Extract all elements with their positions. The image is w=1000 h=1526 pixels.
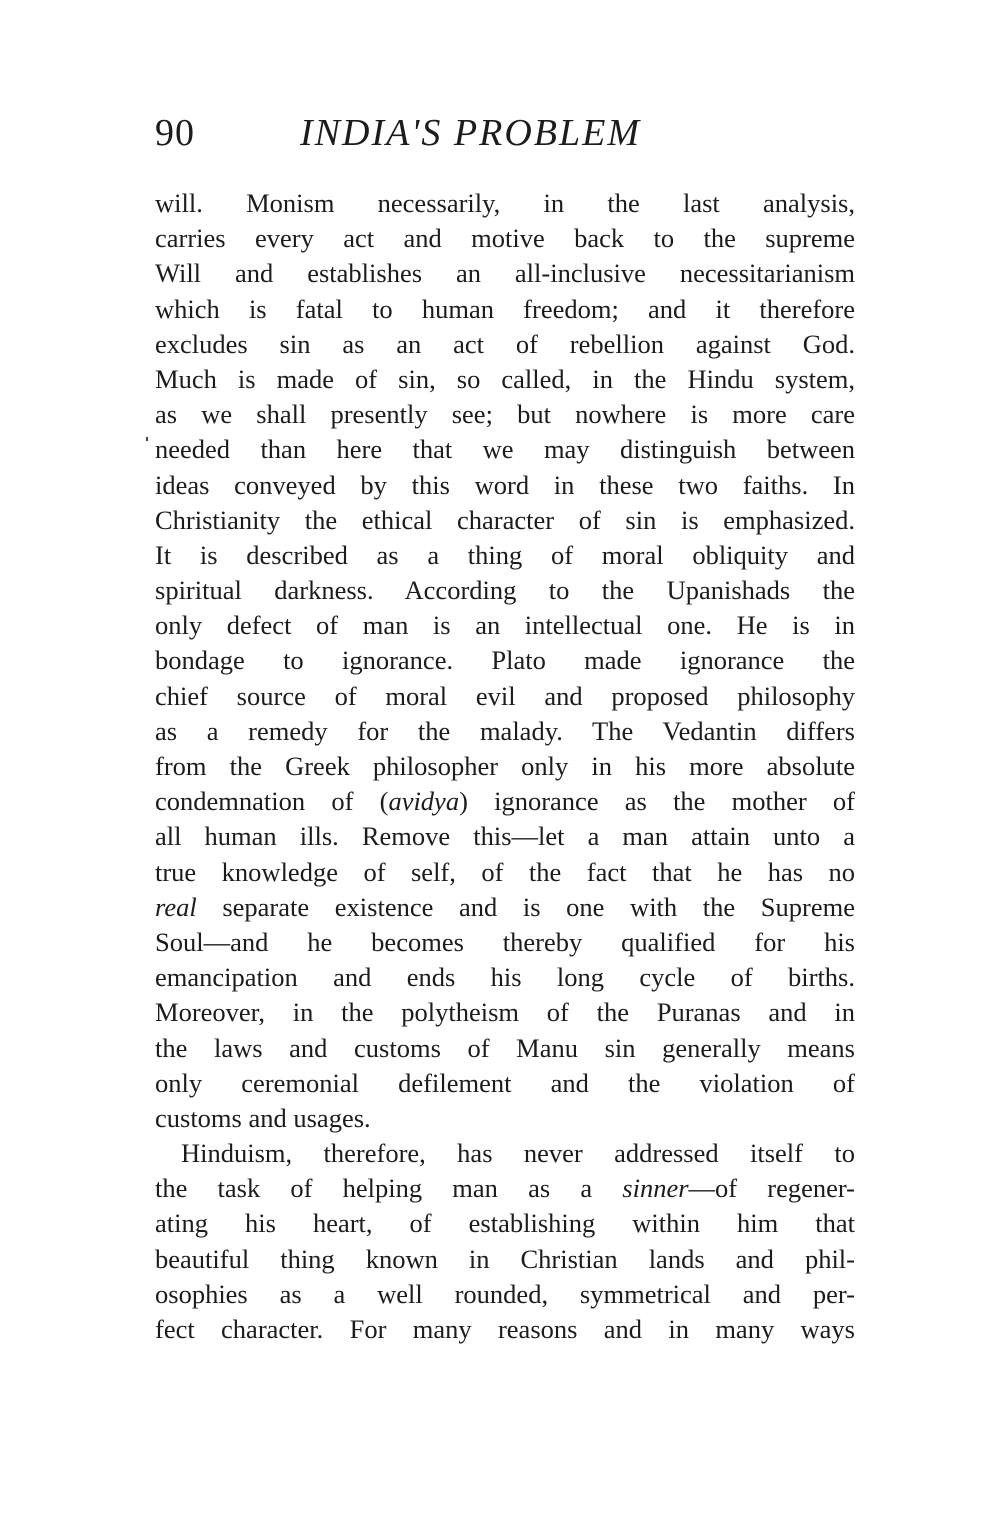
text-segment: Moreover, in the polytheism of the Puranas and in [155, 997, 855, 1028]
text-segment: ) ignorance as the mother of [459, 786, 855, 817]
text-line [155, 714, 855, 749]
text-segment: Much is made of sin, so called, in the Hindu system, [155, 363, 855, 394]
text-line [155, 608, 855, 643]
text-line [155, 679, 855, 714]
text-segment: emancipation and ends his long cycle of births. [155, 962, 855, 993]
text-line [155, 1277, 855, 1312]
text-segment: only defect of man is an intellectual one. He is in [155, 610, 855, 641]
text-line [155, 538, 855, 573]
text-segment: as a remedy for the malady. The Vedantin differs [155, 715, 855, 746]
book-title: INDIA'S PROBLEM [300, 112, 642, 154]
text-segment: Will and establishes an all-inclusive necessitarianism [155, 258, 855, 289]
text-line [155, 1171, 855, 1206]
text-line [155, 643, 855, 678]
text-line [155, 256, 855, 291]
text-segment: spiritual darkness. According to the Upanishads the [155, 575, 855, 606]
text-line [155, 468, 855, 503]
text-segment: excludes sin as an act of rebellion against God. [155, 328, 855, 359]
text-segment: will. Monism necessarily, in the last analysis, [155, 188, 855, 218]
text-segment: beautiful thing known in Christian lands and phil- [155, 1243, 855, 1274]
text-segment: Soul—and he becomes thereby qualified for his [155, 926, 855, 957]
text-line [155, 1136, 855, 1171]
text-segment: —of regener- [688, 1173, 855, 1204]
text-segment: which is fatal to human freedom; and it therefore [155, 293, 855, 324]
text-segment: only ceremonial defilement and the violation of [155, 1067, 855, 1098]
text-line [155, 1206, 855, 1241]
text-segment: the laws and customs of Manu sin generally means [155, 1032, 855, 1063]
text-segment: customs and usages. [155, 1102, 371, 1133]
text-line [155, 1242, 855, 1277]
text-line [155, 855, 855, 890]
text-segment: fect character. For many reasons and in many ways [155, 1314, 855, 1344]
text-line [155, 1031, 855, 1066]
text-line [155, 749, 855, 784]
text-line [155, 397, 855, 432]
text-line [155, 503, 855, 538]
running-head [155, 108, 855, 158]
text-line [155, 362, 855, 397]
text-line [155, 784, 855, 819]
margin-mark [146, 437, 148, 441]
text-segment: needed than here that we may distinguish between [155, 434, 855, 465]
text-line [155, 327, 855, 362]
text-line [155, 1312, 855, 1347]
text-line [155, 292, 855, 327]
text-segment: from the Greek philosopher only in his more absolute [155, 751, 855, 781]
text-segment: separate existence and is one with the Supreme [196, 891, 855, 922]
italic-text-segment: real [155, 891, 197, 922]
text-segment: all human ills. Remove this—let a man attain unto a [155, 821, 855, 852]
text-segment: bondage to ignorance. Plato made ignorance the [155, 645, 855, 676]
text-line [155, 186, 855, 221]
text-line [155, 573, 855, 608]
text-segment: carries every act and motive back to the supreme [155, 223, 855, 254]
text-segment: ideas conveyed by this word in these two faiths. In [155, 469, 855, 500]
text-line [155, 221, 855, 256]
text-line [155, 1101, 855, 1136]
text-segment: osophies as a well rounded, symmetrical and per- [155, 1278, 855, 1309]
text-line [155, 925, 855, 960]
text-segment: chief source of moral evil and proposed philosophy [155, 680, 855, 711]
italic-text-segment: avidya [388, 786, 460, 817]
text-segment: as we shall presently see; but nowhere is more care [155, 399, 855, 430]
text-line [155, 960, 855, 995]
text-segment: Hinduism, therefore, has never addressed itself to [181, 1138, 855, 1169]
text-segment: Christianity the ethical character of sin is emphasized. [155, 504, 855, 535]
text-segment: ating his heart, of establishing within him that [155, 1208, 855, 1239]
text-segment: condemnation of ( [155, 786, 389, 817]
text-line [155, 890, 855, 925]
body-text [155, 186, 855, 1347]
text-segment: It is described as a thing of moral obliquity and [155, 539, 855, 570]
text-line [155, 1066, 855, 1101]
text-line [155, 432, 855, 467]
page-number: 90 [155, 112, 195, 154]
text-segment: true knowledge of self, of the fact that he has no [155, 856, 855, 887]
text-segment: the task of helping man as a [155, 1173, 623, 1204]
italic-text-segment: sinner [622, 1173, 689, 1204]
text-line [155, 819, 855, 854]
text-line [155, 995, 855, 1030]
